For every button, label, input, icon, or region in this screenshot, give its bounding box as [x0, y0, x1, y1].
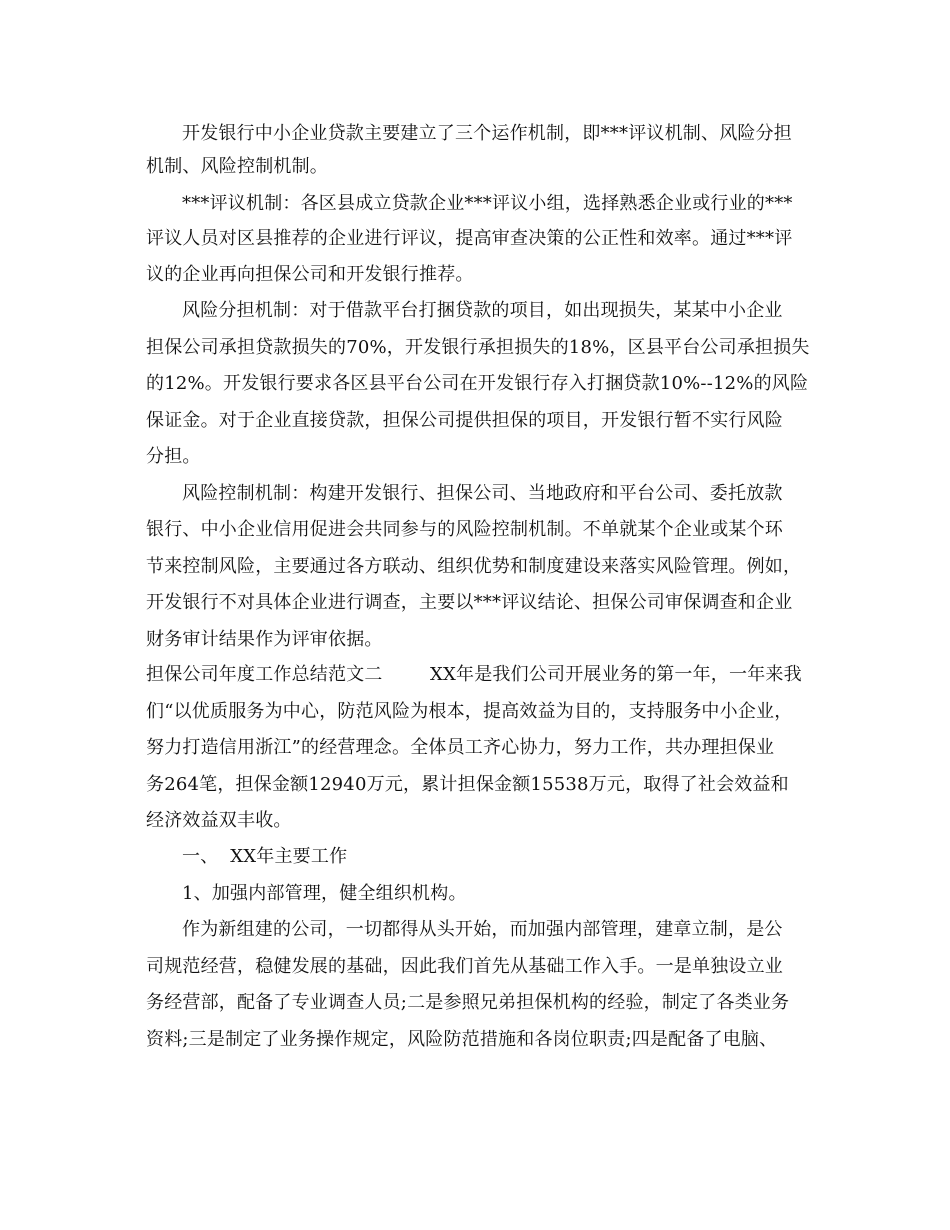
paragraph-line: 分担。 — [146, 446, 201, 467]
paragraph-line: 银行、中小企业信用促进会共同参与的风险控制机制。不单就某个企业或某个环 — [146, 519, 783, 540]
paragraph-line: 机制、风险控制机制。 — [146, 156, 328, 177]
paragraph-line: 司规范经营，稳健发展的基础，因此我们首先从基础工作入手。一是单独设立业 — [146, 956, 783, 977]
paragraph-line: 议的企业再向担保公司和开发银行推荐。 — [146, 264, 474, 285]
paragraph-line: 经济效益双丰收。 — [146, 810, 292, 831]
paragraph-line: 开发银行不对具体企业进行调查，主要以***评议结论、担保公司审保调查和企业 — [146, 592, 793, 613]
paragraph-line: 担保公司承担贷款损失的70%，开发银行承担损失的18%，区县平台公司承担损失 — [146, 337, 810, 358]
paragraph-line: 财务审计结果作为评审依据。 — [146, 629, 383, 650]
subsection-heading: 1、加强内部管理，健全组织机构。 — [182, 883, 467, 904]
paragraph-line: 风险控制机制：构建开发银行、担保公司、当地政府和平台公司、委托放款 — [182, 483, 783, 504]
paragraph-line: 的12%。开发银行要求各区县平台公司在开发银行存入打捆贷款10%--12%的风险 — [146, 373, 809, 394]
paragraph-line: 务经营部，配备了专业调查人员;二是参照兄弟担保机构的经验，制定了各类业务 — [146, 992, 790, 1013]
paragraph-line: 保证金。对于企业直接贷款，担保公司提供担保的项目，开发银行暂不实行风险 — [146, 410, 783, 431]
paragraph-line: ***评议机制：各区县成立贷款企业***评议小组，选择熟悉企业或行业的*** — [182, 193, 793, 214]
paragraph-line: 务264笔，担保金额12940万元，累计担保金额15538万元，取得了社会效益和 — [146, 774, 789, 795]
paragraph-line: 作为新组建的公司，一切都得从头开始，而加强内部管理，建章立制，是公 — [182, 919, 783, 940]
paragraph-line: 评议人员对区县推荐的企业进行评议，提高审查决策的公正性和效率。通过***评 — [146, 228, 793, 249]
paragraph-line: 节来控制风险，主要通过各方联动、组织优势和制度建设来落实风险管理。例如， — [146, 556, 802, 577]
section-heading-line: 担保公司年度工作总结范文二 XX年是我们公司开展业务的第一年，一年来我 — [146, 664, 802, 685]
section-heading: 一、 XX年主要工作 — [182, 846, 348, 867]
paragraph-line: 资料;三是制定了业务操作规定，风险防范措施和各岗位职责;四是配备了电脑、 — [146, 1029, 778, 1050]
paragraph-line: 们“以优质服务为中心，防范风险为根本，提高效益为目的，支持服务中小企业， — [146, 701, 793, 722]
paragraph-line: 努力打造信用浙江”的经营理念。全体员工齐心协力，努力工作，共办理担保业 — [146, 737, 775, 758]
paragraph-line: 风险分担机制：对于借款平台打捆贷款的项目，如出现损失，某某中小企业 — [182, 300, 783, 321]
paragraph-line: 开发银行中小企业贷款主要建立了三个运作机制，即***评议机制、风险分担 — [182, 123, 792, 144]
